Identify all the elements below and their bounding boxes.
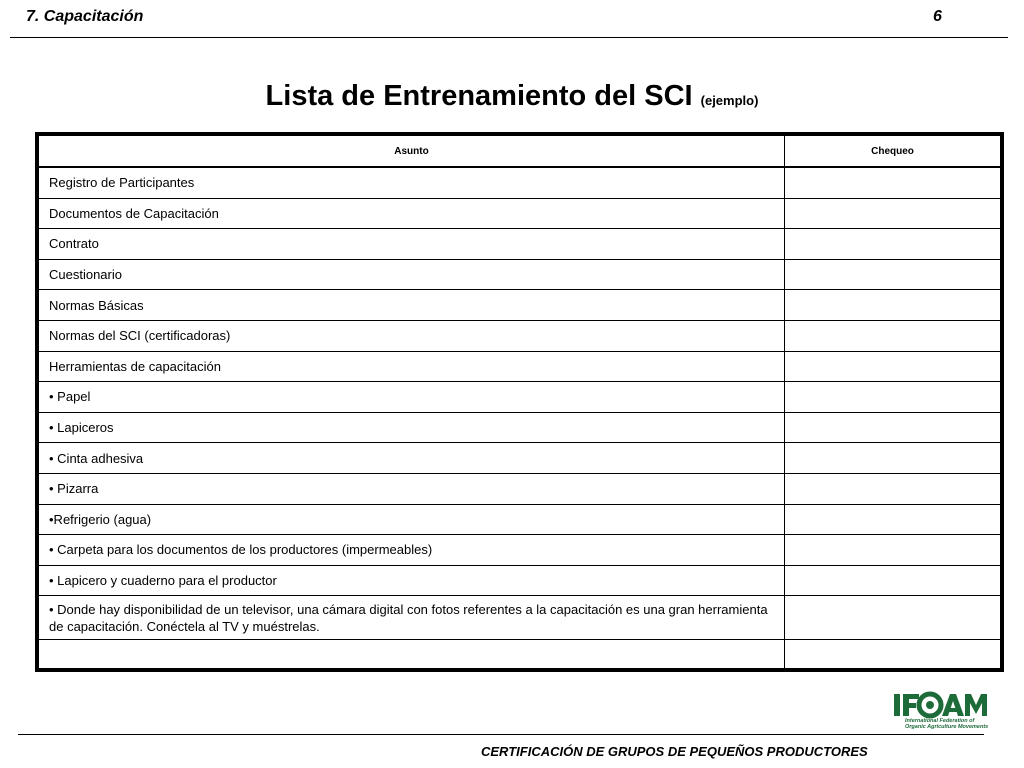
row-check-cell[interactable]: [785, 535, 1001, 566]
row-check-cell[interactable]: [785, 320, 1001, 351]
table-row: [39, 351, 1001, 382]
row-topic: Normas del SCI (certificadoras): [39, 320, 785, 351]
row-check-cell[interactable]: [785, 290, 1001, 321]
row-topic: Normas Básicas: [39, 290, 785, 321]
row-topic: • Lapicero y cuaderno para el productor: [39, 565, 785, 596]
row-topic: Herramientas de capacitación: [39, 351, 785, 382]
page-title: [0, 80, 1024, 113]
table-row: [39, 473, 1001, 504]
row-check-cell[interactable]: [785, 382, 1001, 413]
table-row: [39, 198, 1001, 229]
row-check-cell[interactable]: [785, 351, 1001, 382]
table-row: [39, 565, 1001, 596]
row-topic: Contrato: [39, 229, 785, 260]
row-topic: [39, 640, 785, 669]
row-check-cell[interactable]: [785, 640, 1001, 669]
page-title-main: Lista de Entrenamiento del SCI: [265, 80, 693, 112]
table-row: [39, 167, 1001, 198]
table-row: [39, 382, 1001, 413]
column-header-asunto: Asunto: [39, 136, 785, 168]
footer-divider: [18, 734, 984, 735]
row-check-cell[interactable]: [785, 473, 1001, 504]
row-check-cell[interactable]: [785, 565, 1001, 596]
column-header-chequeo: Chequeo: [785, 136, 1001, 168]
page-title-sub: (ejemplo): [700, 93, 759, 108]
table-header-row: [39, 136, 1001, 168]
training-checklist-table: [35, 132, 1004, 672]
table-row: [39, 504, 1001, 535]
row-check-cell[interactable]: [785, 596, 1001, 640]
row-topic: Cuestionario: [39, 259, 785, 290]
page-number: 6: [933, 8, 942, 25]
table-row: [39, 259, 1001, 290]
footer-text: CERTIFICACIÓN DE GRUPOS DE PEQUEÑOS PRODUCTORES: [481, 744, 868, 759]
row-topic: • Pizarra: [39, 473, 785, 504]
row-topic: • Donde hay disponibilidad de un televisor, una cámara digital con fotos referentes a la capacitación es una gran herramienta de capacitación. Conéctela al TV y muéstrelas.: [39, 596, 785, 640]
section-title: 7. Capacitación: [26, 8, 144, 25]
table-row: [39, 443, 1001, 474]
row-check-cell[interactable]: [785, 504, 1001, 535]
table-row: [39, 640, 1001, 669]
row-check-cell[interactable]: [785, 412, 1001, 443]
table-row: [39, 290, 1001, 321]
ifoam-logo-subtitle: International Federation of Organic Agriculture Movements: [905, 718, 989, 730]
row-topic: • Cinta adhesiva: [39, 443, 785, 474]
ifoam-logo-letters: [894, 694, 987, 716]
table-row: [39, 320, 1001, 351]
row-check-cell[interactable]: [785, 167, 1001, 198]
row-check-cell[interactable]: [785, 443, 1001, 474]
row-check-cell[interactable]: [785, 229, 1001, 260]
table-row: [39, 229, 1001, 260]
row-check-cell[interactable]: [785, 259, 1001, 290]
row-topic: Documentos de Capacitación: [39, 198, 785, 229]
header-divider: [10, 37, 1008, 38]
row-topic: •Refrigerio (agua): [39, 504, 785, 535]
row-topic: • Papel: [39, 382, 785, 413]
table-row: [39, 412, 1001, 443]
table-row: [39, 535, 1001, 566]
table-row: [39, 596, 1001, 640]
row-topic: • Lapiceros: [39, 412, 785, 443]
row-check-cell[interactable]: [785, 198, 1001, 229]
row-topic: • Carpeta para los documentos de los productores (impermeables): [39, 535, 785, 566]
row-topic: Registro de Participantes: [39, 167, 785, 198]
